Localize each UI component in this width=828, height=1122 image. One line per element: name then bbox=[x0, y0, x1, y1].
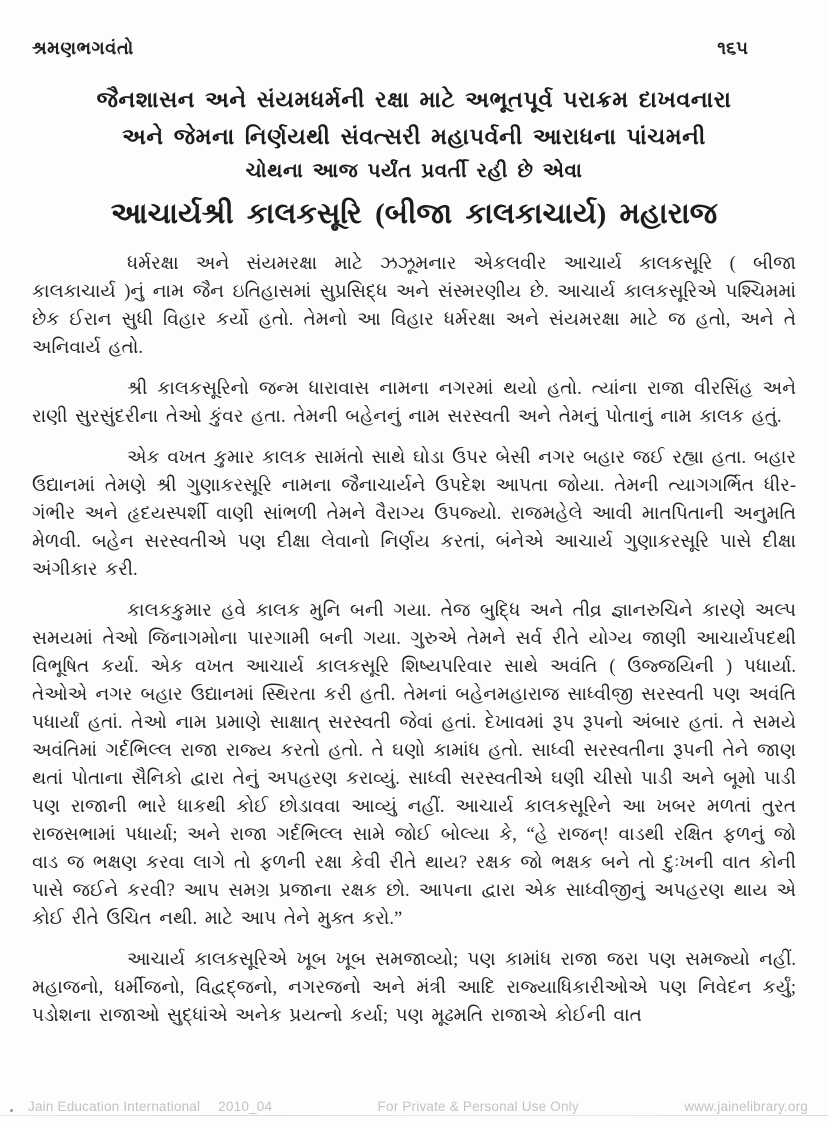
page-number: ૧૬૫ bbox=[717, 38, 748, 58]
scan-edge-line bbox=[0, 1115, 828, 1116]
body-paragraph: આચાર્ય કાલકસૂરિએ ખૂબ ખૂબ સમજાવ્યો; પણ કામાંધ રાજા જરા પણ સમજ્યો નહીં. મહાજનો, ધર્મીજનો, વિદ્વદ્જનો, નગરજનો અને મંત્રી આદિ રાજ્યાધિકારીઓએ પણ નિવેદન કર્યું; પડોશના રાજાઓ સુદ્ધાંએ અનેક પ્રયત્નો કર્યા; પણ મૂઢમતિ રાજાએ કોઈની વાત bbox=[32, 950, 796, 1026]
body-paragraph: એક વખત કુમાર કાલક સામંતો સાથે ઘોડા ઉપર બેસી નગર બહાર જઈ રહ્યા હતા. બહાર ઉદ્યાનમાં તેમણે શ્રી ગુણાકરસૂરિ નામના જૈનાચાર્યને ઉપદેશ આપતા જોયા. તેમની ત્યાગગર્ભિત ધીર-ગંભીર અને હૃદયસ્પર્શી વાણી સાંભળી તેમને વૈરાગ્ય ઉપજ્યો. રાજમહેલે આવી માતપિતાની અનુમતિ મેળવી. બહેન સરસ્વતીએ પણ દીક્ષા લેવાનો નિર્ણય કરતાં, બંનેએ આચાર્ય ગુણાકરસૂરિ પાસે દીક્ષા અંગીકાર કરી. bbox=[32, 448, 796, 580]
body-paragraph: કાલકકુમાર હવે કાલક મુનિ બની ગયા. તેજ બુદ્ધિ અને તીવ્ર જ્ઞાનરુચિને કારણે અલ્પ સમયમાં તેઓ જિનાગમોના પારગામી બની ગયા. ગુરુએ તેમને સર્વ રીતે યોગ્ય જાણી આચાર્યપદથી વિભૂષિત કર્યા. એક વખત આચાર્ય કાલકસૂરિ શિષ્યપરિવાર સાથે અવંતિ ( ઉજ્જયિની ) પધાર્યા. તેઓએ નગર બહાર ઉદ્યાનમાં સ્થિરતા કરી હતી. તેમનાં બહેનમહારાજ સાધ્વીજી સરસ્વતી પણ અવંતિ પધાર્યાં હતાં. તેઓ નામ પ્રમાણે સાક્ષાત્ સરસ્વતી જેવાં હતાં. દેખાવમાં રૂપ રૂપનો અંબાર હતાં. તે સમયે અવંતિમાં ગર્દભિલ્લ રાજા રાજ્ય કરતો હતો. તે ઘણો કામાંધ હતો. સાધ્વી સરસ્વતીના રૂપની તેને જાણ થતાં પોતાના સૈનિકો દ્વારા તેનું અપહરણ કરાવ્યું. સાધ્વી સરસ્વતીએ ઘણી ચીસો પાડી અને બૂમો પાડી પણ રાજાની ભારે ધાકથી કોઈ છોડાવવા આવ્યું નહીં. આચાર્ય કાલકસૂરિને આ ખબર મળતાં તુરત રાજસભામાં પધાર્યા; અને રાજા ગર્દભિલ્લ સામે જોઈ બોલ્યા કે, “હે રાજન્! વાડથી રક્ષિત ફળનું જો વાડ જ ભક્ષણ કરવા લાગે તો ફળની રક્ષા કેવી રીતે થાય? રક્ષક જો ભક્ષક બને તો દુઃખની વાત કોની પાસે જઈને કરવી? આપ સમગ્ર પ્રજાના રક્ષક છો. આપના દ્વારા એક સાધ્વીજીનું અપહરણ થાય એ કોઈ રીતે ઉચિત નથી. માટે આપ તેને મુક્ત કરો.” bbox=[32, 601, 796, 929]
body-paragraph: શ્રી કાલકસૂરિનો જન્મ ધારાવાસ નામના નગરમાં થયો હતો. ત્યાંના રાજા વીરસિંહ અને રાણી સુરસુંદરીના તેઓ કુંવર હતા. તેમની બહેનનું નામ સરસ્વતી અને તેમનું પોતાનું નામ કાલક હતું. bbox=[32, 379, 796, 427]
body-text bbox=[32, 250, 796, 1030]
footer-left-group bbox=[28, 1099, 272, 1114]
heading-block bbox=[32, 81, 796, 236]
footer-usage-note: For Private & Personal Use Only bbox=[377, 1099, 579, 1114]
footer-code: 2010_04 bbox=[218, 1099, 273, 1114]
page-footer bbox=[0, 1099, 828, 1114]
heading-line-3: ચોથના આજ પર્યંત પ્રવર્તી રહી છે એવા bbox=[245, 160, 583, 182]
page-title: આચાર્યશ્રી કાલકસૂરિ (બીજા કાલકાચાર્ય) મહારાજ bbox=[110, 198, 718, 230]
heading-line-1: જૈનશાસન અને સંયમધર્મની રક્ષા માટે અભૂતપૂર્વ પરાક્રમ દાખવનારા bbox=[96, 87, 732, 112]
body-paragraph: ધર્મરક્ષા અને સંયમરક્ષા માટે ઝઝૂમનાર એકલવીર આચાર્ય કાલકસૂરિ ( બીજા કાલકાચાર્ય )નું નામ જૈન ઇતિહાસમાં સુપ્રસિદ્ધ અને સંસ્મરણીય છે. આચાર્ય કાલકસૂરિએ પશ્ચિમમાં છેક ઈરાન સુધી વિહાર કર્યો હતો. તેમનો આ વિહાર ધર્મરક્ષા અને સંયમરક્ષા માટે જ હતો, અને તે અનિવાર્ય હતો. bbox=[32, 254, 796, 358]
heading-line-2: અને જેમના નિર્ણયથી સંવત્સરી મહાપર્વની આરાધના પાંચમની bbox=[122, 124, 706, 149]
footer-publisher: Jain Education International bbox=[28, 1099, 201, 1114]
footer-website: www.jainelibrary.org bbox=[684, 1099, 808, 1114]
page-header bbox=[32, 38, 796, 59]
running-title: શ્રમણભગવંતો bbox=[32, 38, 134, 58]
